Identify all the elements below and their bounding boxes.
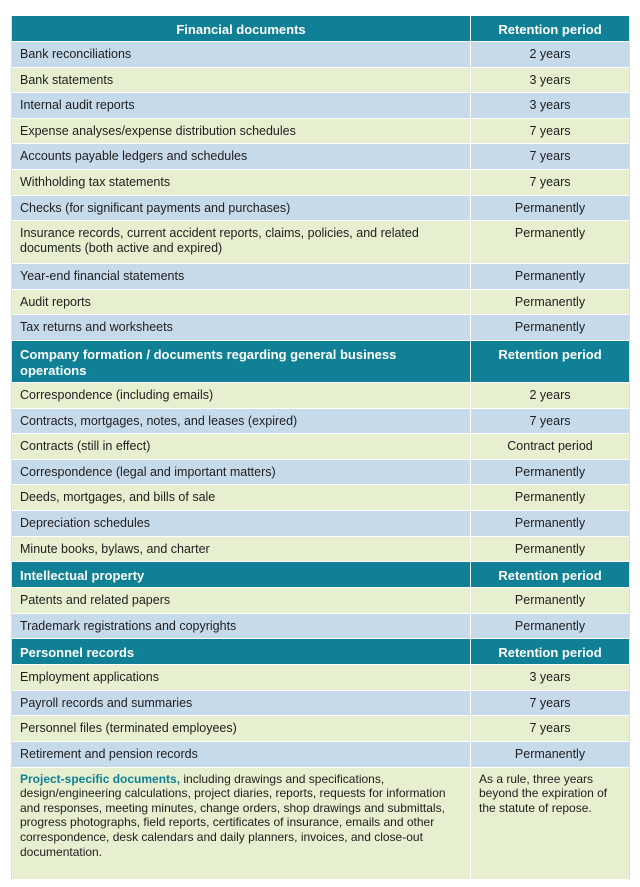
retention-period: 3 years (529, 72, 571, 87)
document-type: Accounts payable ledgers and schedules (12, 144, 471, 169)
table-row (12, 485, 629, 511)
table-row (12, 588, 629, 614)
retention-period: 7 years (529, 149, 571, 164)
retention-period: 7 years (529, 413, 571, 428)
retention-period-header: Retention period (498, 22, 602, 37)
document-type: Correspondence (including emails) (12, 383, 471, 408)
document-type: Contracts (still in effect) (12, 434, 471, 459)
section-title: Company formation / documents regarding general business operations (12, 341, 471, 382)
retention-period: 7 years (529, 174, 571, 189)
section-header-personnel (12, 639, 629, 665)
table-row (12, 691, 629, 717)
retention-table (11, 16, 630, 880)
retention-period: Permanently (514, 226, 586, 241)
retention-period: 3 years (529, 98, 571, 113)
table-row (12, 42, 629, 68)
table-row (12, 537, 629, 563)
section-title: Intellectual property (12, 562, 471, 587)
document-type: Bank reconciliations (12, 42, 471, 67)
section-header-ip (12, 562, 629, 588)
table-row (12, 93, 629, 119)
retention-period: Permanently (514, 269, 586, 284)
table-row (12, 290, 629, 316)
retention-period: Permanently (514, 747, 586, 762)
document-type: Withholding tax statements (12, 170, 471, 195)
table-row (12, 511, 629, 537)
table-row (12, 434, 629, 460)
table-row (12, 716, 629, 742)
table-row (12, 144, 629, 170)
retention-period: Permanently (514, 593, 586, 608)
document-type: Deeds, mortgages, and bills of sale (12, 485, 471, 510)
table-row (12, 119, 629, 145)
retention-period: Permanently (514, 320, 586, 335)
retention-period: Permanently (514, 294, 586, 309)
project-documents-row (12, 768, 629, 880)
document-type: Employment applications (12, 665, 471, 690)
document-type: Checks (for significant payments and purchases) (12, 196, 471, 221)
retention-period: 7 years (529, 721, 571, 736)
table-row (12, 409, 629, 435)
table-row (12, 460, 629, 486)
retention-period-header: Retention period (498, 346, 602, 362)
document-type: Patents and related papers (12, 588, 471, 613)
project-documents-lead: Project-specific documents, (20, 771, 181, 786)
table-row (12, 196, 629, 222)
table-row (12, 742, 629, 768)
project-documents-period: As a rule, three years beyond the expiration of the statute of repose. (479, 771, 608, 815)
document-type: Audit reports (12, 290, 471, 315)
table-row (12, 315, 629, 341)
document-type: Payroll records and summaries (12, 691, 471, 716)
section-header-company (12, 341, 629, 383)
document-type: Internal audit reports (12, 93, 471, 118)
retention-period: Permanently (514, 541, 586, 556)
table-row (12, 614, 629, 640)
table-row (12, 264, 629, 290)
project-documents-body: including drawings and specifications, design/engineering calculations, project diaries, reports, requests for information and responses, meeting minutes, change orders, shop drawings and submittals, progress photographs, field reports, certificates of insurance, emails and other correspondence, desk calendars and daily planners, invoices, and close-out documentation. (20, 771, 446, 859)
document-type: Insurance records, current accident reports, claims, policies, and related documents (both active and expired) (12, 221, 471, 263)
retention-period-header: Retention period (498, 645, 602, 661)
document-type: Trademark registrations and copyrights (12, 614, 471, 639)
retention-period: 7 years (529, 695, 571, 710)
table-row (12, 68, 629, 94)
document-type: Contracts, mortgages, notes, and leases (expired) (12, 409, 471, 434)
retention-period-header: Retention period (498, 568, 602, 584)
document-type: Retirement and pension records (12, 742, 471, 767)
retention-period: Permanently (514, 464, 586, 479)
table-row (12, 170, 629, 196)
document-type: Bank statements (12, 68, 471, 93)
section-title: Personnel records (12, 639, 471, 664)
retention-period: 2 years (529, 47, 571, 61)
retention-period: 3 years (529, 670, 571, 685)
retention-period: Permanently (514, 618, 586, 633)
retention-period: Contract period (507, 439, 593, 454)
retention-period: 2 years (529, 387, 571, 402)
document-type: Depreciation schedules (12, 511, 471, 536)
document-type: Tax returns and worksheets (12, 315, 471, 340)
document-type: Expense analyses/expense distribution schedules (12, 119, 471, 144)
document-type: Correspondence (legal and important matters) (12, 460, 471, 485)
table-row (12, 665, 629, 691)
table-row (12, 383, 629, 409)
section-header-financial (12, 16, 629, 42)
project-documents-description (12, 768, 471, 879)
table-row (12, 221, 629, 264)
document-type: Personnel files (terminated employees) (12, 716, 471, 741)
retention-period: 7 years (529, 123, 571, 138)
retention-period: Permanently (514, 515, 586, 530)
document-type: Minute books, bylaws, and charter (12, 537, 471, 562)
document-type: Year-end financial statements (12, 264, 471, 289)
retention-period: Permanently (514, 200, 586, 215)
section-title: Financial documents (12, 16, 471, 41)
retention-period: Permanently (514, 490, 586, 505)
